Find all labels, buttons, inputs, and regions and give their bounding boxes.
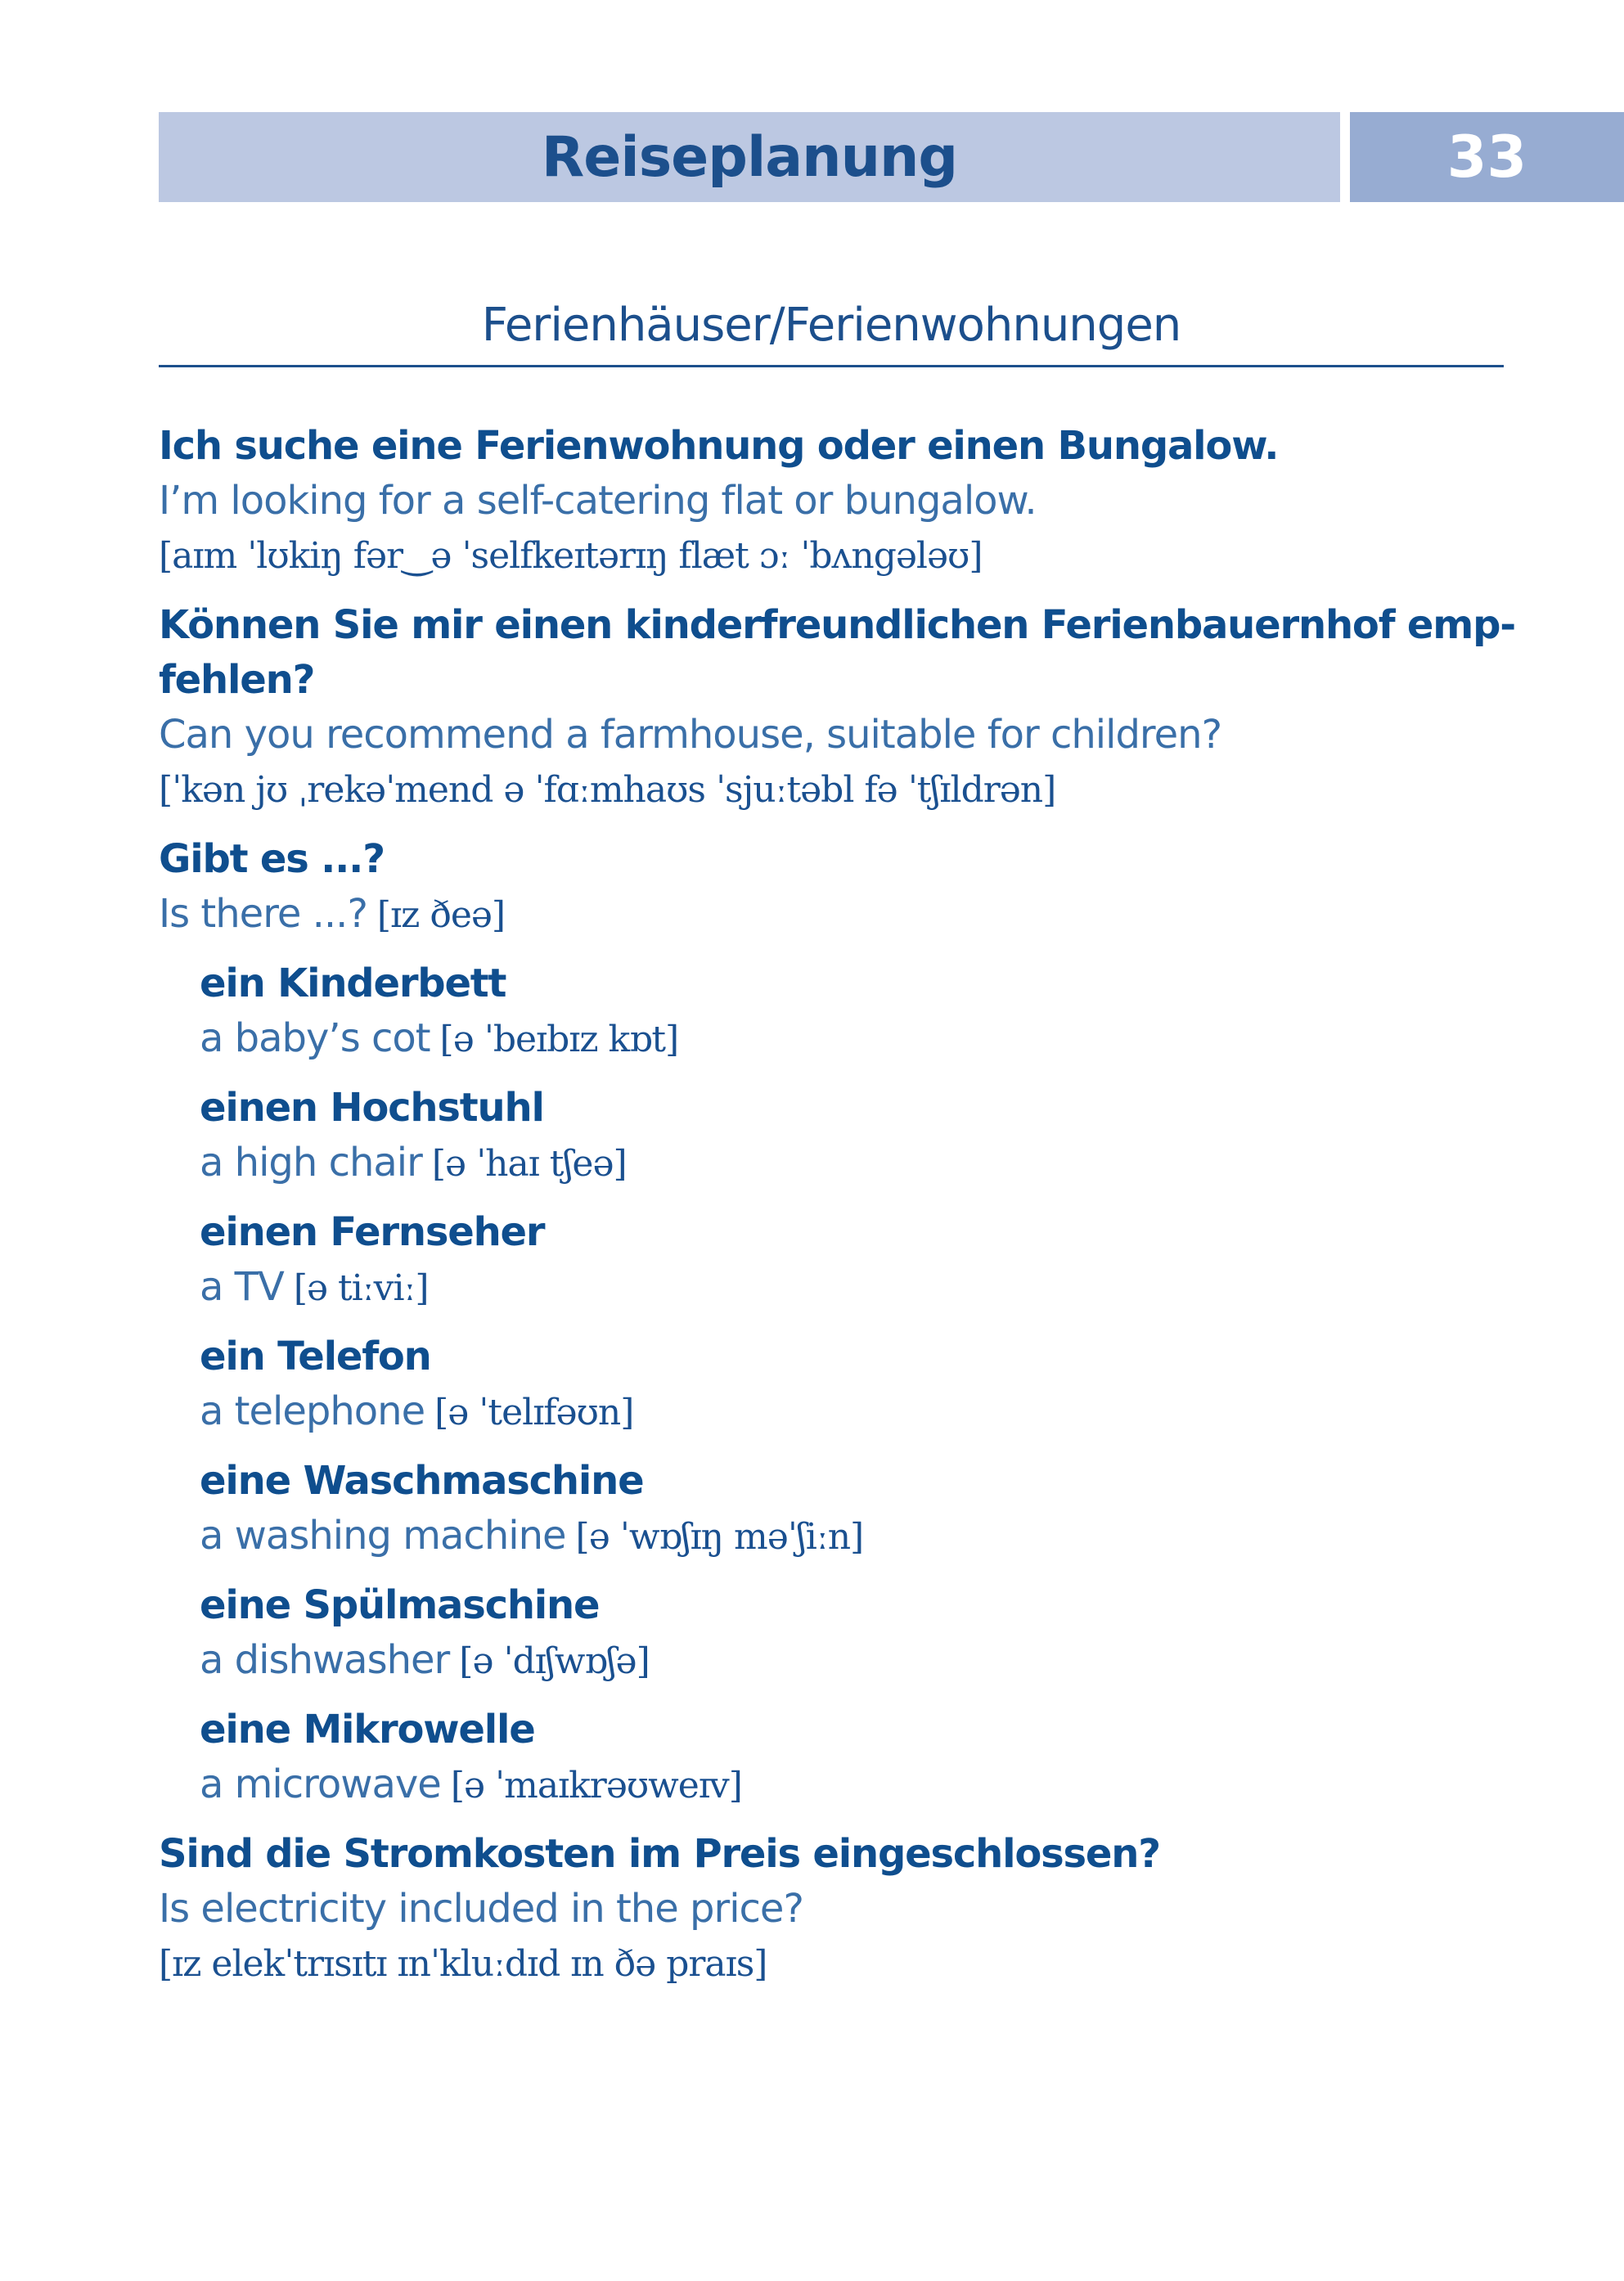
phrase-entry (159, 598, 1517, 817)
chapter-header (159, 112, 1340, 202)
english-text: a baby’s cot (200, 1015, 430, 1061)
english-term (200, 1136, 1517, 1190)
german-term: einen Hochstuhl (200, 1085, 544, 1131)
german-phrase: Ich suche eine Ferienwohnung oder einen Bungalow. (159, 423, 1279, 469)
vocab-item (200, 1205, 1517, 1315)
english-phrase (159, 887, 1517, 942)
section-title: Ferienhäuser/Ferienwohnungen (481, 299, 1181, 352)
english-term (200, 1633, 1517, 1688)
german-term: einen Fernseher (200, 1209, 545, 1255)
phonetic-transcription: [ə ˈbeɪbɪz kɒt] (439, 1019, 679, 1060)
german-term: eine Mikrowelle (200, 1707, 535, 1752)
phonetic-transcription: [ə ˈhaɪ tʃeə] (431, 1143, 627, 1185)
english-text: a high chair (200, 1140, 422, 1185)
phrase-entry (159, 832, 1517, 942)
phonetic-transcription: [aɪm ˈlʊkiŋ fər‿ə ˈselfkeɪtərɪŋ flæt ɔː ˈbʌngələʊ] (159, 535, 983, 577)
chapter-title: Reiseplanung (541, 124, 958, 190)
vocab-item (200, 1454, 1517, 1563)
phonetic-transcription: [ə ˈmaɪkrəʊweɪv] (450, 1765, 742, 1806)
phonetic-transcription: [ə ˈtelɪfəʊn] (434, 1392, 634, 1433)
section-divider (159, 365, 1504, 367)
english-term (200, 1011, 1517, 1066)
vocab-item (200, 1081, 1517, 1190)
german-phrase: Sind die Stromkosten im Preis eingeschlossen? (159, 1831, 1160, 1877)
english-text: a dishwasher (200, 1637, 450, 1683)
german-term: eine Spülmaschine (200, 1582, 600, 1628)
german-phrase: Gibt es ...? (159, 836, 385, 882)
english-phrase: Can you recommend a farmhouse, suitable for children? (159, 712, 1222, 758)
vocab-item (200, 1578, 1517, 1688)
page-number-box (1350, 112, 1624, 202)
german-term: eine Waschmaschine (200, 1458, 644, 1504)
page-number: 33 (1446, 124, 1527, 191)
phonetic-transcription: [ɪz ðeə] (376, 894, 506, 936)
phonetic-transcription: [ɪz elekˈtrɪsɪtɪ ɪnˈkluːdɪd ɪn ðə praɪs] (159, 1943, 767, 1985)
english-phrase: Is electricity included in the price? (159, 1886, 803, 1932)
phonetic-transcription: [ə ˈdɪʃwɒʃə] (459, 1640, 650, 1682)
english-term (200, 1509, 1517, 1563)
vocab-item (200, 956, 1517, 1066)
vocab-item (200, 1329, 1517, 1439)
phonetic-transcription: [ə tiːviː] (293, 1267, 429, 1309)
phrase-entry (159, 419, 1517, 583)
vocab-item (200, 1703, 1517, 1812)
phrase-entry (159, 1827, 1517, 1991)
english-text: a microwave (200, 1761, 441, 1807)
german-term: ein Kinderbett (200, 961, 506, 1006)
german-term: ein Telefon (200, 1334, 431, 1379)
phonetic-transcription: [ˈkən jʊ ˌrekəˈmend ə ˈfɑːmhaʊs ˈsjuːtəbl fə ˈtʃɪldrən] (159, 769, 1056, 811)
german-phrase: Können Sie mir einen kinderfreundlichen Ferienbauernhof emp- (159, 602, 1515, 648)
english-term (200, 1384, 1517, 1439)
english-term (200, 1260, 1517, 1315)
phrase-list (159, 419, 1517, 2006)
english-phrase: I’m looking for a self-catering flat or bungalow. (159, 478, 1037, 524)
german-phrase-continued: fehlen? (159, 657, 315, 703)
english-term (200, 1757, 1517, 1812)
english-text: Is there ...? (159, 891, 367, 937)
english-text: a telephone (200, 1388, 425, 1434)
phonetic-transcription: [ə ˈwɒʃɪŋ məˈʃiːn] (575, 1516, 864, 1558)
english-text: a TV (200, 1264, 284, 1310)
english-text: a washing machine (200, 1513, 566, 1559)
